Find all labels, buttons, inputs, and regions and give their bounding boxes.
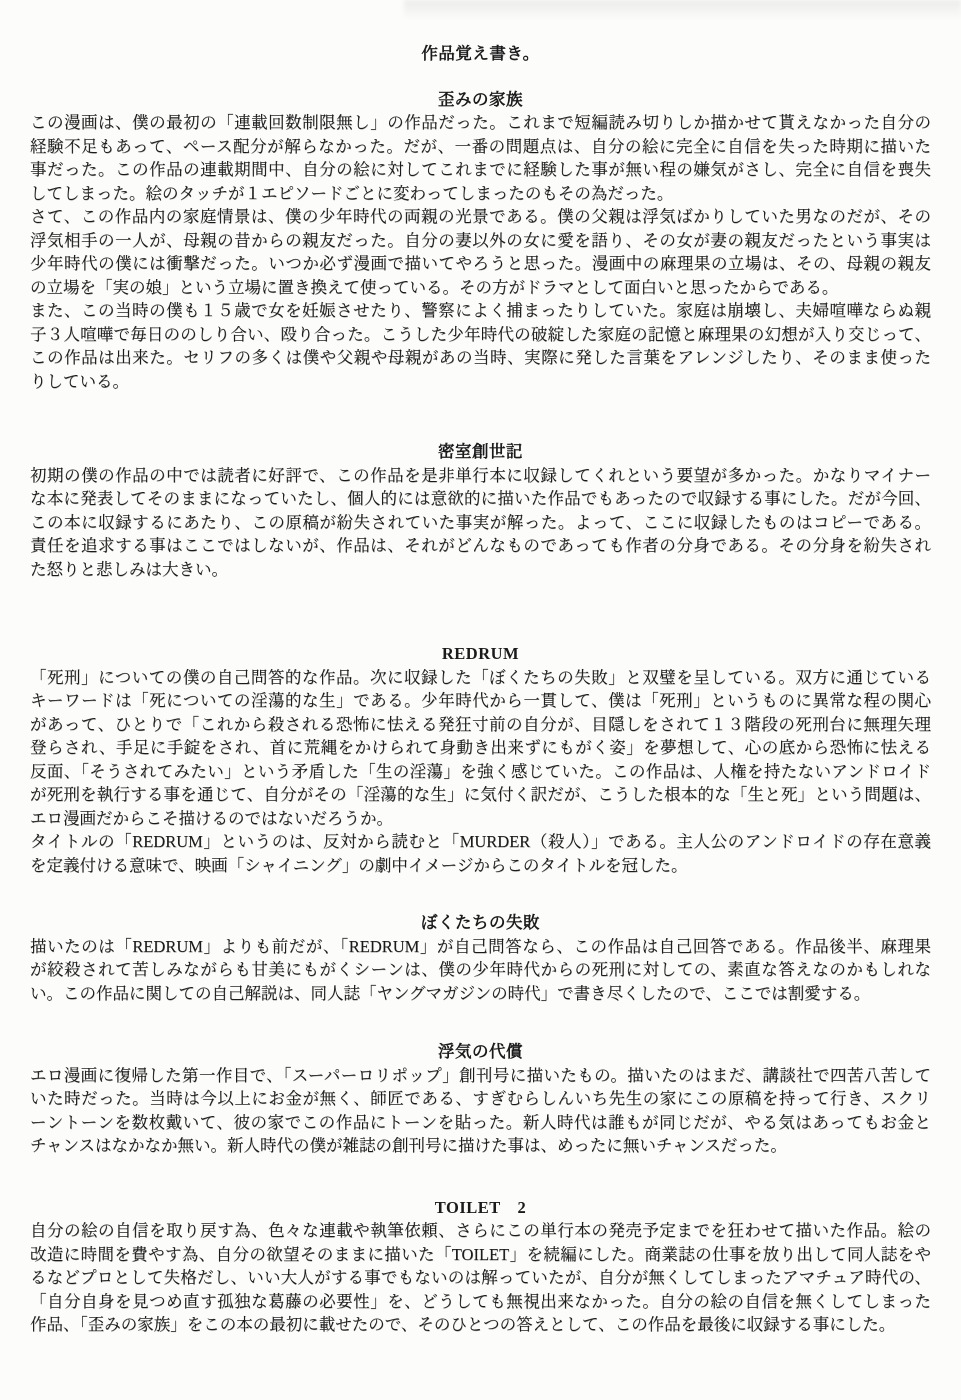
text-line: この漫画は、僕の最初の「連載回数制限無し」の作品だった。これまで短編読み切りしか描かせて貰えなかった自分の [30,113,931,132]
paragraph [30,205,931,299]
text-line: た怒りと悲しみは大きい。 [30,559,228,579]
note-section [30,642,931,877]
text-line: してしまった。絵のタッチが１エピソードごとに変わってしまったのもその為だった。 [30,183,674,203]
text-line: 初期の僕の作品の中では読者に好評で、この作品を是非単行本に収録してくれという要望が多かった。かなりマイナー [30,465,931,485]
paragraph [30,935,931,1006]
text-line: チャンスはなかなか無い。新人時代の僕が雑誌の創刊号に描けた事は、めったに無いチャンスだった。 [30,1136,787,1155]
note-section [30,440,931,581]
note-section [30,88,931,394]
text-line: を定義付ける意味で、映画「シャイニング」の劇中イメージからこのタイトルを冠した。 [30,855,688,875]
text-line: があって、ひとりで「これから殺される恐怖に怯える発狂寸前の自分が、目隠しをされて１３階段の死刑台に無理矢理 [30,714,931,734]
note-section [30,911,931,1005]
text-line: 少年時代の僕には衝撃だった。いつか必ず漫画で描いてやろうと思った。漫画中の麻理果の立場は、その、母親の親友 [30,254,931,273]
text-line: この作品は出来た。セリフの多くは僕や父親や母親があの当時、実際に発した言葉をアレンジしたり、そのまま使った [30,348,931,367]
text-line: が絞殺されて苦しみながらも甘美にもがくシーンは、僕の少年時代からの死刑に対しての、素直な答えなのかもしれな [30,960,931,979]
paragraph [30,111,931,205]
paragraph [30,299,931,393]
text-line: タイトルの「REDRUM」というのは、反対から読むと「MURDER（殺人）」である。主人公のアンドロイドの存在意義 [30,832,931,851]
section-heading: 歪みの家族 [438,89,523,109]
text-line: りしている。 [30,371,129,391]
text-line: な本に発表してそのままになっていたし、個人的には意欲的に描いた作品でもあったので収録する事にした。だが今回、 [30,489,931,508]
text-line: るなどプロとして失格だし、いい大人がする事でもないのは解っていたが、自分が無くしてしまったアマチュア時代の、 [30,1268,931,1287]
text-line: い。この作品に関しての自己解説は、同人誌「ヤングマガジンの時代」で書き尽くしたので、ここでは割愛する。 [30,983,871,1003]
text-line: 「自分自身を見つめ直す孤独な葛藤の必要性」を、どうしても無視出来なかった。自分の絵の自信を無くしてしまった [30,1291,931,1311]
text-line: ーントーンを数枚戴いて、彼の家でこの作品にトーンを貼った。新人時代は誰もが同じだが、やる気はあってもお金と [30,1112,931,1132]
paragraph [30,464,931,582]
section-heading: ぼくたちの失敗 [421,913,540,932]
text-line: 作品、「歪みの家族」をこの本の最初に載せたので、そのひとつの答えとして、この作品を最後に収録する事にした。 [30,1315,896,1334]
document-body [30,88,931,1337]
text-line: キーワードは「死についての淫蕩的な生」である。少年時代から一貫して、僕は「死刑」というものに異常な程の関心 [30,691,931,710]
text-line: 浮気相手の一人が、母親の昔からの親友だった。自分の妻以外の女に愛を語り、その女が妻の親友だったという事実は [30,230,931,250]
text-line: 子３人喧嘩で毎日ののしり合い、殴り合った。こうした少年時代の破綻した家庭の記憶と麻理果の幻想が入り交じって、 [30,324,931,344]
paragraph [30,830,931,877]
section-heading: REDRUM [441,644,520,663]
text-line: の立場を「実の娘」という立場に置き換えて使っている。その方がドラマとして面白いと思ったからである。 [30,277,839,297]
text-line: また、この当時の僕も１５歳で女を妊娠させたり、警察によく捕まったりしていた。家庭は崩壊し、夫婦喧嘩ならぬ親 [30,301,931,320]
scan-smudge-artifact [404,0,961,24]
text-line: この本に収録するにあたり、この原稿が紛失されていた事実が解った。よって、ここに収録したものはコピーである。 [30,512,931,532]
paragraph [30,1064,931,1158]
text-line: 経験不足もあって、ペース配分が解らなかった。だが、一番の問題点は、自分の絵に完全に自信を失った時期に描いた [30,136,931,156]
document-content [0,42,961,1337]
section-heading: 浮気の代償 [438,1042,523,1061]
text-line: 事だった。この作品の連載期間中、自分の絵に対してこれまでに経験した事が無い程の嫌気がさし、完全に自信を喪失 [30,160,931,179]
text-line: エロ漫画に復帰した第一作目で、「スーパーロリポップ」創刊号に描いたもの。描いたのはまだ、講談社で四苦八苦して [30,1065,931,1085]
text-line: 登らされ、手足に手錠をされ、首に荒縄をかけられて身動き出来ずにもがく姿」を夢想して、心の底から恐怖に怯える [30,738,931,757]
text-line: が死刑を執行する事を通じて、自分がその「淫蕩的な生」に気付く訳だが、こうした根本的な「生と死」という問題は、 [30,785,931,804]
text-line: いた時だった。当時は今以上にお金が無く、師匠である、すぎむらしんいち先生の家にこの原稿を持って行き、スクリ [30,1089,931,1108]
text-line: 自分の絵の自信を取り戻す為、色々な連載や執筆依頼、さらにこの単行本の発売予定までを狂わせて描いた作品。絵の [30,1221,931,1240]
section-heading: 密室創世記 [438,442,523,461]
paragraph [30,666,931,831]
text-line: 責任を追求する事はここではしないが、作品は、それがどんなものであっても作者の分身である。その分身を紛失され [30,536,931,555]
note-section [30,1196,931,1337]
text-line: 描いたのは「REDRUM」よりも前だが、「REDRUM」が自己問答なら、この作品は自己回答である。作品後半、麻理果 [30,936,931,956]
note-section [30,1040,931,1158]
text-line: さて、この作品内の家庭情景は、僕の少年時代の両親の光景である。僕の父親は浮気ばかりしていた男なのだが、その [30,207,931,226]
text-line: 改造に時間を費やす為、自分の欲望そのままに描いた「TOILET」を続編にした。商業誌の仕事を放り出して同人誌をや [30,1244,931,1264]
section-heading: TOILET 2 [434,1197,527,1217]
text-line: 「死刑」についての僕の自己問答的な作品。次に収録した「ぼくたちの失敗」と双璧を呈している。双方に通じている [30,667,931,687]
page-title: 作品覚え書き。 [421,44,540,63]
text-line: 反面、「そうされてみたい」という矛盾した「生の淫蕩」を強く感じていた。この作品は、人権を持たないアンドロイド [30,761,931,781]
paragraph [30,1219,931,1337]
text-line: エロ漫画だからこそ描けるのではないだろうか。 [30,808,393,828]
